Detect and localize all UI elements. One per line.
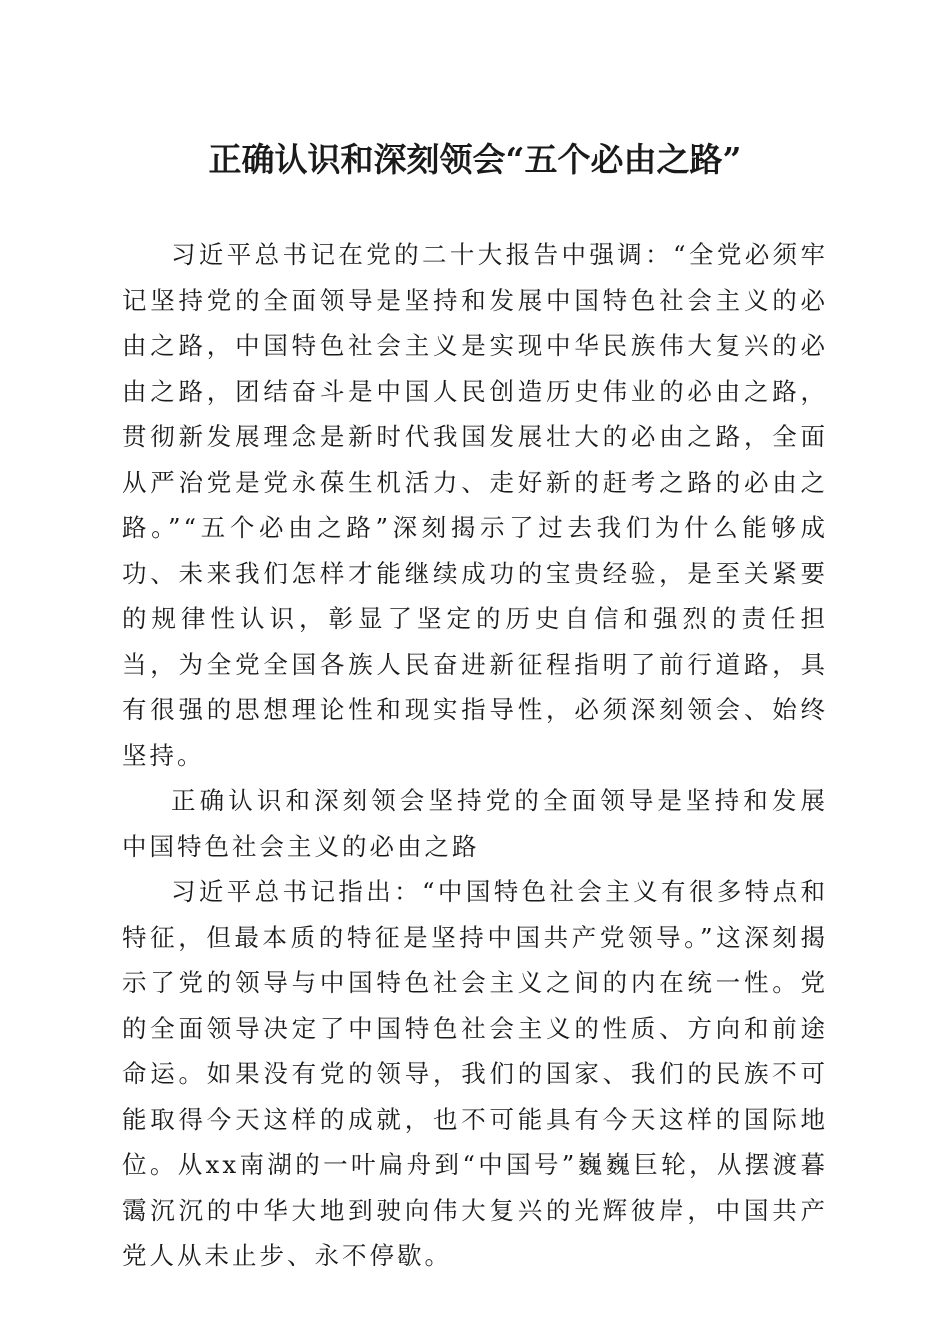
document-title: 正确认识和深刻领会“五个必由之路” — [208, 140, 742, 179]
paragraph-party-leadership: 习近平总书记指出：“中国特色社会主义有很多特点和特征，但最本质的特征是坚持中国共产党领导。”这深刻揭示了党的领导与中国特色社会主义之间的内在统一性。党的全面领导决定了中国特色社会主义的性质、方向和前途命运。如果没有党的领导，我们的国家、我们的民族不可能取得今天这样的成就，也不可能具有今天这样的国际地位。从xx南湖的一叶扁舟到“中国号”巍巍巨轮，从摆渡暮霭沉沉的中华大地到驶向伟大复兴的光辉彼岸，中国共产党人从未止步、永不停歇。 — [122, 877, 828, 1270]
document-body — [122, 232, 828, 1279]
paragraph-intro: 习近平总书记在党的二十大报告中强调：“全党必须牢记坚持党的全面领导是坚持和发展中国特色社会主义的必由之路，中国特色社会主义是实现中华民族伟大复兴的必由之路，团结奋斗是中国人民创造历史伟业的必由之路，贯彻新发展理念是新时代我国发展壮大的必由之路，全面从严治党是党永葆生机活力、走好新的赶考之路的必由之路。”“五个必由之路”深刻揭示了过去我们为什么能够成功、未来我们怎样才能继续成功的宝贵经验，是至关紧要的规律性认识，彰显了坚定的历史自信和强烈的责任担当，为全党全国各族人民奋进新征程指明了前行道路，具有很强的思想理论性和现实指导性，必须深刻领会、始终坚持。 — [122, 240, 828, 770]
paragraph-section-heading: 正确认识和深刻领会坚持党的全面领导是坚持和发展中国特色社会主义的必由之路 — [122, 786, 828, 861]
